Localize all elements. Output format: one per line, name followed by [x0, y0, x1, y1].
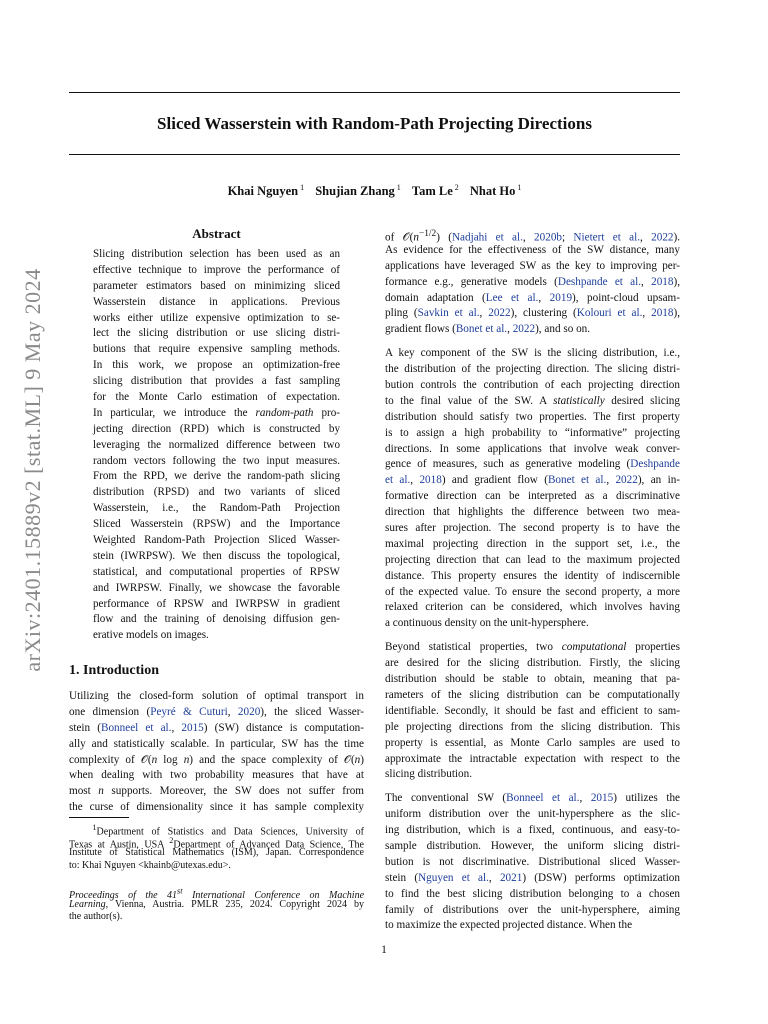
abstract-line: random vectors following the two input measures. — [93, 454, 340, 467]
abstract-line: parameter estimators based on minimizing sliced — [93, 279, 340, 292]
paragraph-line: identifiable. Secondly, it should be fast and efficient to sam- — [385, 704, 680, 717]
paragraph-line: rameters of the slicing distribution can be computationally — [385, 688, 680, 701]
paragraph-line: bution controls the contribution of each projecting direction — [385, 379, 680, 392]
paragraph-line: directions. In some applications that involve weak conver- — [385, 442, 680, 455]
footnote-line: Texas at Austin, USA $^2$Department of Advanced Data Science, The — [69, 835, 364, 851]
abstract-line: Slicing distribution selection has been used as an — [93, 248, 340, 260]
abstract-line: In this work, we propose an optimization-free — [93, 359, 340, 372]
abstract-line: Wasserstein, i.e., the Random-Path Projection — [93, 502, 340, 515]
paragraph-line: relaxed criterion can be considered, which involves having — [385, 601, 680, 614]
title-bottom-rule — [69, 154, 680, 155]
paragraph-line: family of distributions over the unit-hypersphere, aiming — [385, 903, 680, 916]
paragraph-line: are desired for the slicing distribution. Firstly, the slicing — [385, 657, 680, 670]
abstract-line: butions that require expensive sampling methods. — [93, 343, 340, 356]
paragraph-line: gradient flows (Bonet et al., 2022), and so on. — [385, 323, 591, 336]
abstract-line: for the Monte Carlo estimation of expectation. — [93, 391, 340, 404]
abstract-line: Sliced Wasserstein (RPSW) and the Importance — [93, 518, 340, 531]
paragraph-line: property is essential, as Monte Carlo samples are used to — [385, 736, 680, 749]
paragraph — [385, 227, 680, 338]
abstract-line: lect the slicing distribution or use slicing distri- — [93, 327, 340, 340]
paragraph-line: As evidence for the effectiveness of the SW distance, many — [385, 243, 680, 256]
introduction-line: most n supports. Moreover, the SW does not suffer from — [69, 785, 364, 798]
paragraph-line: pling (Savkin et al., 2022), clustering (Kolouri et al., 2018), — [385, 307, 680, 320]
paragraph-line: distribution should satisfy two properties. The first property — [385, 410, 680, 423]
paragraph — [385, 346, 680, 632]
proceedings-line: Proceedings of the 41st International Conference on Machine — [69, 887, 365, 902]
introduction-body — [69, 689, 364, 816]
paragraph-line: distribution should be stable to obtain, meaning that pa- — [385, 673, 680, 686]
proceedings-note — [69, 886, 364, 924]
author-2: Shujian Zhang $^1$ — [315, 183, 401, 199]
paragraph-line: stein (Nguyen et al., 2021) (DSW) performs optimization — [385, 871, 680, 884]
abstract-line: and IWRPSW. Finally, we showcase the favorable — [93, 581, 340, 594]
paragraph-line: The conventional SW (Bonneel et al., 2015) utilizes the — [385, 792, 681, 805]
author-3: Tam Le $^2$ — [411, 183, 459, 199]
paragraph-line: formance e.g., generative models (Deshpande et al., 2018), — [385, 275, 680, 288]
abstract-line: effective technique to improve the performance of — [93, 263, 340, 276]
paragraph-line: ing distribution, which is a fixed, continuous, and easy-to- — [385, 824, 680, 837]
paragraph-line: is to assign a high probability to “informative” projecting — [385, 426, 680, 439]
abstract-line: jecting direction (RPD) which is constructed by — [93, 422, 340, 435]
introduction-line: Utilizing the closed-form solution of optimal transport in — [69, 690, 364, 702]
paragraph-line: sample distribution. However, the uniform slicing distri- — [385, 839, 680, 852]
abstract-line: Wasserstein distance in applications. Previous — [93, 295, 340, 308]
paragraph-line: et al., 2018) and gradient flow (Bonet et al., 2022), an in- — [385, 474, 681, 487]
right-column-body — [385, 227, 680, 934]
paragraph-line: to maximize the expected projected distance. When the — [385, 919, 633, 932]
paragraph-line: Beyond statistical properties, two computational properties — [385, 641, 681, 654]
abstract-line: stein (IWRPSW). We then discuss the topological, — [93, 549, 340, 562]
introduction-line: stein (Bonneel et al., 2015) (SW) distance is computation- — [69, 721, 364, 734]
abstract-line: In particular, we introduce the random-path pro- — [93, 406, 340, 419]
section-heading-introduction: 1. Introduction — [69, 663, 159, 678]
abstract-line: flow and the training of denoising diffusion gen- — [93, 613, 340, 626]
paragraph-line: A key component of the SW is the slicing distribution, i.e., — [385, 347, 680, 360]
paragraph-line: projecting direction that can lead to the maximum projected — [385, 553, 680, 566]
abstract-line: statistical, and computational properties of RPSW — [93, 565, 340, 578]
proceedings-line: the author(s). — [69, 911, 123, 923]
paragraph-line: ple projecting directions from the slicing distribution. This — [385, 720, 680, 733]
arxiv-stamp: arXiv:2401.15889v2 [stat.ML] 9 May 2024 — [20, 268, 45, 672]
paragraph-line: direction that highlights the difference between two mea- — [385, 506, 680, 519]
footnote-line: $^1$Department of Statistics and Data Sciences, University of — [92, 823, 365, 838]
paragraph-line: uniform distribution over the unit-hypersphere as the slic- — [385, 808, 680, 821]
footnote-line: Institute of Statistical Mathematics (ISM), Japan. Correspondence — [69, 847, 364, 859]
paragraph-line: slicing distribution. — [385, 768, 473, 781]
paragraph-line: gence of measures, such as generative modeling (Deshpande — [385, 458, 680, 471]
abstract-line: leveraging the normalized difference between two — [93, 438, 340, 451]
paragraph — [385, 791, 680, 934]
abstract-line: performance of RPSW and IWRPSW in gradient — [93, 597, 340, 610]
author-1: Khai Nguyen $^1$ — [227, 183, 305, 199]
introduction-line: ally and statistically scalable. In particular, SW has the time — [69, 737, 364, 750]
paper-title: Sliced Wasserstein with Random-Path Projecting Directions — [157, 114, 592, 133]
abstract-body — [93, 247, 340, 644]
abstract-line: slicing distribution that provides a fast sampling — [93, 375, 340, 388]
paragraph-line: of the expected value. To ensure the second property, a more — [385, 585, 680, 598]
paragraph-line: a continuous density on the unit-hypersphere. — [385, 617, 589, 630]
paragraph-line: to find the best slicing distribution belonging to a chosen — [385, 887, 680, 900]
proceedings-line: Learning, Vienna, Austria. PMLR 235, 2024. Copyright 2024 by — [69, 898, 364, 910]
paragraph-line: maximal projecting direction in the support set, i.e., the — [385, 537, 680, 550]
paragraph-line: applications have leveraged SW as the key to improving per- — [385, 259, 680, 272]
introduction-line: complexity of 𝒪(n log n) and the space complexity of 𝒪(n) — [69, 753, 364, 766]
abstract-line: From the RPD, we derive the random-path slicing — [93, 470, 340, 483]
paragraph-line: the distribution of the projecting direction. The slicing distri- — [385, 363, 680, 376]
paragraph — [385, 640, 680, 783]
author-4: Nhat Ho $^1$ — [469, 183, 522, 199]
footnote-line: to: Khai Nguyen <khainb@utexas.edu>. — [69, 860, 231, 872]
paragraph-line: to the final value of the SW. A statistically desired slicing — [385, 394, 680, 407]
affiliations-footnote — [69, 822, 364, 873]
author-list — [69, 180, 680, 199]
introduction-line: when dealing with two probability measures that have at — [69, 769, 364, 782]
abstract-line: works either utilize expensive optimization to se- — [93, 311, 340, 324]
footnote-rule — [69, 817, 129, 818]
paragraph-line: formative direction can be interpreted as a discriminative — [385, 490, 680, 503]
paragraph-line: sures after projection. The second property is to have the — [385, 522, 680, 535]
introduction-line: one dimension (Peyré & Cuturi, 2020), the sliced Wasser- — [69, 705, 364, 718]
abstract-line: Weighted Random-Path Projection Sliced Wasser- — [93, 534, 340, 547]
paragraph-line: domain adaptation (Lee et al., 2019), point-cloud upsam- — [385, 291, 680, 304]
page-number: 1 — [381, 944, 387, 956]
title-top-rule — [69, 92, 680, 93]
abstract-line: erative models on images. — [93, 629, 209, 642]
introduction-line: the curse of dimensionality since it has sample complexity — [69, 801, 364, 814]
paragraph-line: distance. This property ensures the identity of indiscernible — [385, 569, 680, 582]
abstract-heading: Abstract — [192, 226, 241, 241]
paragraph-line: approximate the intractable expectation with respect to the — [385, 752, 680, 765]
abstract-line: distribution (RPSD) and two variants of sliced — [93, 486, 340, 499]
paragraph-line: of $𝒪(n^{-1/2})$ (Nadjahi et al., 2020b; Nietert et al., 2022). — [385, 229, 681, 244]
paragraph-line: bution is not discriminative. Distributional sliced Wasser- — [385, 855, 680, 868]
